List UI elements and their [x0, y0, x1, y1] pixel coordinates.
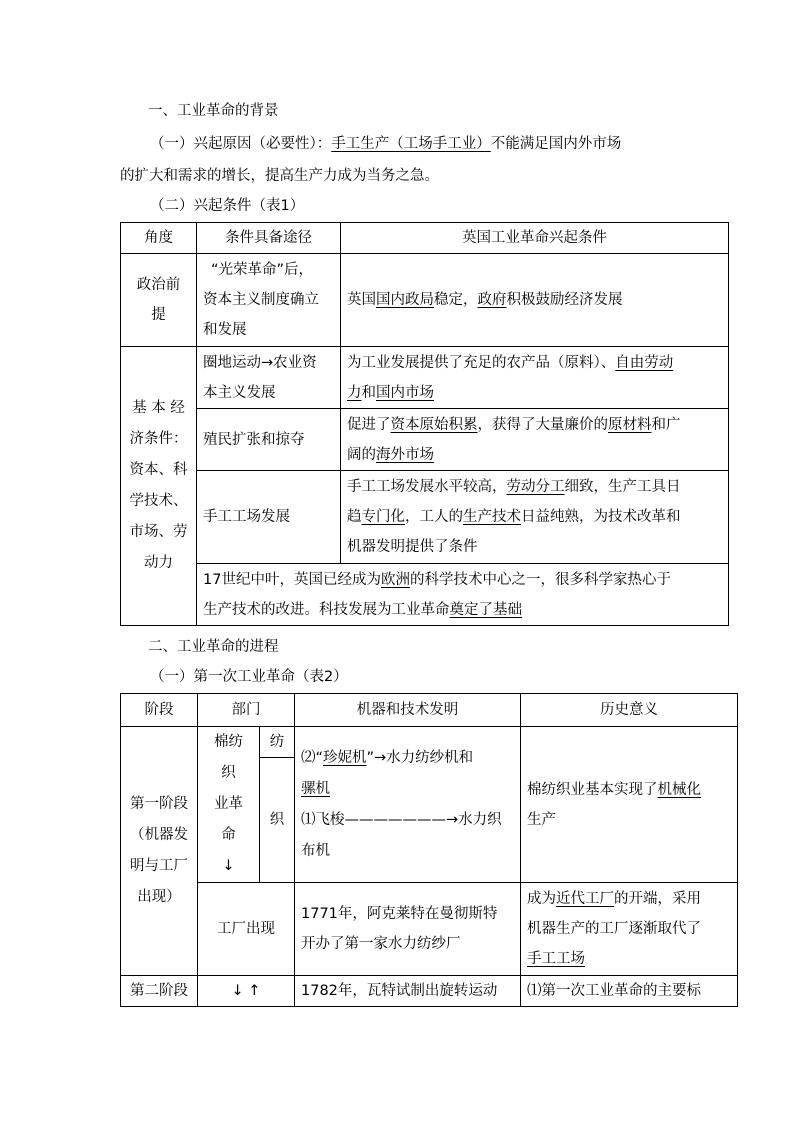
table-row-workshop: [121, 471, 729, 564]
text-span: 趋: [347, 509, 362, 525]
mechanization-line2: 生产: [527, 811, 556, 828]
factory-invention-line2: 开办了第一家水力纺纱厂: [301, 936, 461, 952]
header-path: 条件具备途径: [197, 223, 341, 254]
underlined-term: 珍妮机: [323, 749, 367, 766]
dept-line: 织: [221, 765, 236, 781]
table-row-stage2: [121, 976, 738, 1007]
colonial-path-cell: 殖民扩张和掠夺: [197, 409, 341, 471]
text-span: 促进了: [347, 416, 391, 433]
stage1-line: （机器发: [130, 827, 188, 843]
factory-meaning-line2: 机器生产的工厂逐渐取代了: [527, 921, 701, 937]
cause-line2: 的扩大和需求的增长，提高生产力成为当务之急。: [120, 168, 439, 184]
text-span: ，获得了大量廉价的: [477, 416, 608, 433]
underlined-term: 国内市场: [376, 384, 434, 401]
invention-cell: [295, 727, 521, 883]
table-row-political: [121, 254, 729, 347]
cause-label: （一）兴起原因（必要性）：: [150, 136, 332, 152]
economic-angle-line: 动力: [144, 555, 173, 571]
text-span: 和: [361, 384, 376, 401]
workshop-condition-cell: [341, 471, 729, 564]
underlined-term: 政府: [477, 292, 507, 308]
workshop-path-cell: 手工工场发展: [197, 471, 341, 564]
stage2-invention-cell: 1782年，瓦特试制出旋转运动: [295, 976, 521, 1007]
revolution-table: [120, 693, 738, 1007]
underlined-term: 近代工厂: [556, 891, 614, 907]
table-row-enclosure: [121, 347, 729, 409]
stage1-line: 明与工厂: [130, 858, 188, 874]
economic-angle-line: 济条件：: [129, 431, 188, 447]
underlined-term: 欧洲: [380, 571, 410, 588]
underlined-term: 资本原始积累: [390, 416, 478, 433]
text-span: 积极鼓励经济发展: [506, 292, 623, 308]
enclosure-condition-cell: [341, 347, 729, 409]
header-invention: 机器和技术发明: [295, 694, 521, 727]
stage1-line: 第一阶段: [130, 796, 188, 812]
header-angle: 角度: [121, 223, 197, 254]
political-path-cell: [197, 254, 341, 347]
political-path-line3: 和发展: [203, 322, 247, 338]
text-span: 为工业发展提供了充足的农产品（原料）、: [347, 354, 616, 371]
underlined-term: 力: [347, 384, 362, 401]
header-department: 部门: [198, 694, 295, 727]
factory-cell: 工厂出现: [198, 883, 295, 976]
header-significance: 历史意义: [521, 694, 738, 727]
underlined-term: 原材料: [608, 416, 652, 433]
underlined-term: 国内政局: [376, 292, 434, 308]
text-span: 手工工场发展水平较高，: [347, 479, 507, 495]
header-condition: 英国工业革命兴起条件: [341, 223, 729, 254]
text-span: ”→水力纺纱机和: [366, 749, 474, 766]
political-path-line2: 资本主义制度确立: [203, 292, 319, 308]
section2-subheading: （一）第一次工业革命（表2）: [150, 669, 348, 685]
table-row-spinning: [121, 727, 738, 758]
conditions-heading: （二）兴起条件（表1）: [150, 198, 305, 214]
dept-line: 业革: [214, 796, 243, 812]
text-span: 阔的: [347, 446, 376, 463]
text-span: 17世纪中叶，英国已经成为: [203, 571, 381, 588]
cause-underlined: 手工生产（工场手工业）: [331, 136, 491, 152]
stage1-line: 出现）: [137, 889, 181, 905]
spin-cell: 纺: [260, 727, 295, 758]
table-row-factory: [121, 883, 738, 976]
text-span: 的科学技术中心之一，很多科学家热心于: [409, 571, 671, 588]
underlined-term: 手工工场: [527, 951, 585, 967]
underlined-term: 生产技术: [463, 509, 521, 525]
political-angle-cell: [121, 254, 197, 347]
economic-angle-line: 资本、科: [129, 462, 188, 478]
conditions-table: [120, 222, 729, 626]
enclosure-path-line2: 本主义发展: [203, 384, 276, 401]
underlined-term: 自由劳动: [615, 354, 674, 371]
cotton-dept-cell: [198, 727, 260, 883]
underlined-term: 海外市场: [376, 446, 434, 463]
table-row-science: [121, 564, 729, 626]
factory-invention-line1: 1771年，阿克莱特在曼彻斯特: [301, 906, 498, 922]
workshop-condition-line3: 机器发明提供了条件: [347, 539, 478, 555]
text-span: 和广: [651, 416, 681, 433]
science-cell: [197, 564, 729, 626]
invention-line4: 布机: [301, 842, 330, 859]
economic-angle-line: 市场、劳: [129, 524, 188, 540]
economic-angle-line: 学技术、: [129, 493, 188, 509]
underlined-term: 骡机: [301, 780, 330, 797]
text-span: 生产技术的改进。科技发展为工业革命: [203, 601, 450, 618]
invention-line3: ⑴飞梭———————→水力织: [301, 811, 502, 828]
underlined-term: 奠定了基础: [449, 601, 522, 618]
text-span: 细致，生产工具日: [564, 479, 681, 495]
cause-paragraph: [150, 134, 621, 154]
text-span: 日益纯熟，为技术改革和: [521, 509, 681, 525]
text-span: 的开端，采用: [614, 891, 701, 907]
text-span: ，工人的: [405, 509, 463, 525]
political-path-line1: “光荣革命”后，: [211, 262, 314, 278]
political-angle-line2: 提: [151, 307, 166, 323]
factory-meaning-cell: [521, 883, 738, 976]
stage2-meaning-cell: ⑴第一次工业革命的主要标: [521, 976, 738, 1007]
stage1-cell: [121, 727, 198, 976]
colonial-condition-cell: [341, 409, 729, 471]
table-header-row: [121, 694, 738, 727]
section2-heading: 二、工业革命的进程: [148, 639, 279, 655]
text-span: 棉纺织业基本实现了: [527, 781, 658, 798]
economic-angle-cell: [121, 347, 197, 626]
weave-cell: 织: [260, 758, 295, 883]
section1-heading: 一、工业革命的背景: [148, 103, 279, 119]
stage2-cell: 第二阶段: [121, 976, 198, 1007]
table-row-colonial: [121, 409, 729, 471]
text-span: ⑵“: [301, 749, 324, 766]
header-stage: 阶段: [121, 694, 198, 727]
underlined-term: 机械化: [657, 781, 701, 798]
text-span: 英国: [347, 292, 376, 308]
cause-rest: 不能满足国内外市场: [490, 136, 622, 152]
factory-invention-cell: [295, 883, 521, 976]
text-span: 成为: [527, 891, 556, 907]
stage2-arrows-icon: ↓ ↑: [198, 976, 295, 1007]
enclosure-path-cell: [197, 347, 341, 409]
table-header-row: [121, 223, 729, 254]
underlined-term: 劳动分工: [506, 479, 565, 495]
enclosure-path-line1: 圈地运动→农业资: [203, 354, 317, 371]
down-arrow-icon: ↓: [222, 858, 235, 874]
economic-angle-line: 基 本 经: [132, 400, 185, 416]
dept-line: 棉纺: [214, 734, 243, 750]
dept-line: 命: [221, 827, 236, 843]
political-angle-line1: 政治前: [136, 277, 181, 293]
text-span: 稳定，: [434, 292, 478, 308]
underlined-term: 专门化: [361, 509, 405, 525]
mechanization-cell: [521, 727, 738, 883]
political-condition-cell: [341, 254, 729, 347]
